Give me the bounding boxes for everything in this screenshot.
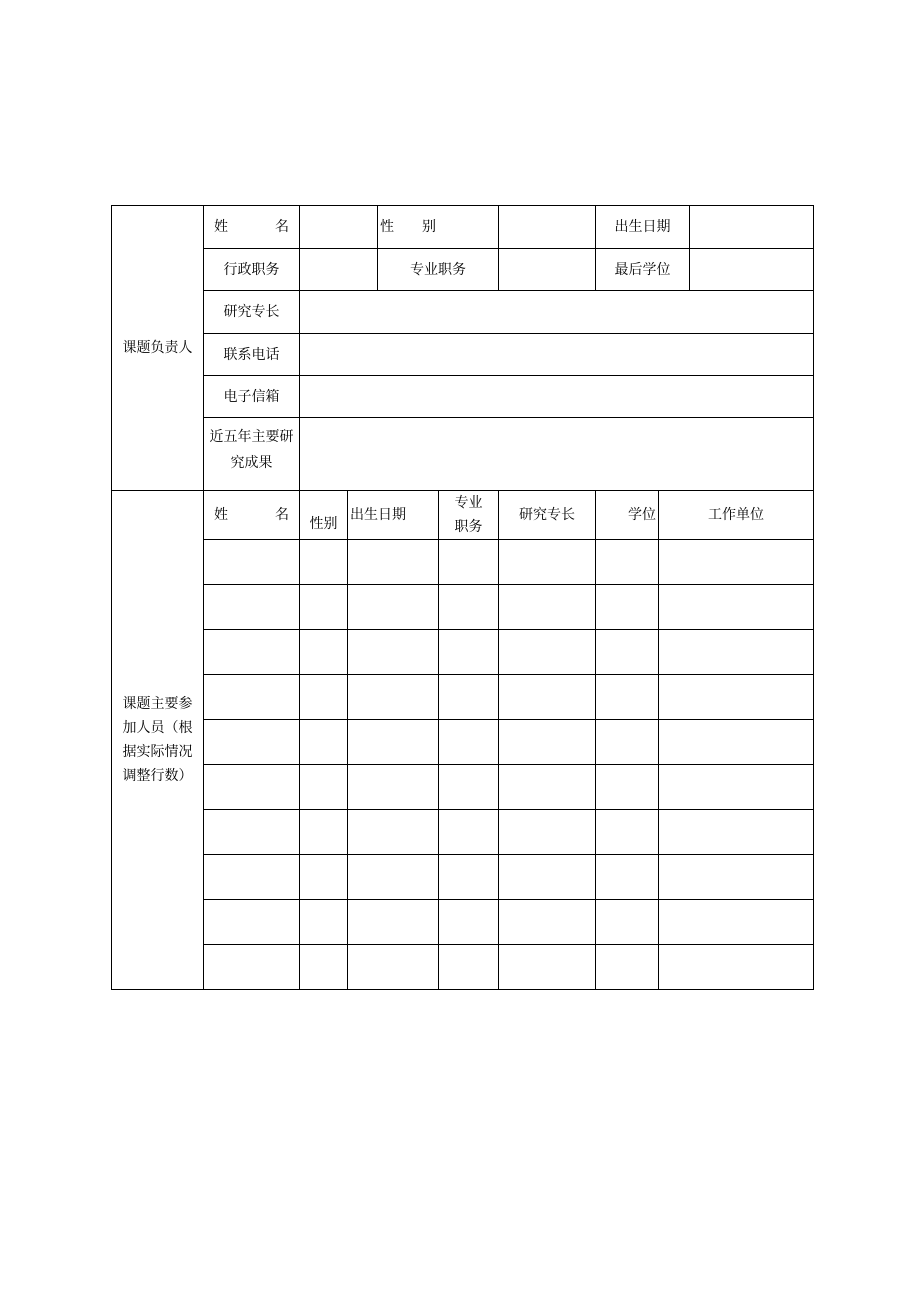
member-gender-cell[interactable] xyxy=(300,900,348,945)
member-degree-cell[interactable] xyxy=(596,765,659,810)
members-header-name: 姓 名 xyxy=(204,491,300,540)
member-birth-cell[interactable] xyxy=(348,765,439,810)
member-workplace-cell[interactable] xyxy=(659,945,814,990)
member-expertise-cell[interactable] xyxy=(499,540,596,585)
leader-gender-field[interactable] xyxy=(499,206,596,249)
leader-achievements-field[interactable] xyxy=(300,418,814,491)
member-degree-cell[interactable] xyxy=(596,630,659,675)
member-gender-cell[interactable] xyxy=(300,630,348,675)
member-workplace-cell[interactable] xyxy=(659,855,814,900)
member-workplace-cell[interactable] xyxy=(659,630,814,675)
member-prof-title-cell[interactable] xyxy=(439,945,499,990)
member-degree-cell[interactable] xyxy=(596,675,659,720)
members-section xyxy=(112,491,814,990)
member-name-cell[interactable] xyxy=(204,900,300,945)
member-gender-cell[interactable] xyxy=(300,765,348,810)
member-workplace-cell[interactable] xyxy=(659,720,814,765)
members-header-degree: 学位 xyxy=(596,491,659,540)
member-name-cell[interactable] xyxy=(204,630,300,675)
leader-achievements-label: 近五年主要研究成果 xyxy=(204,418,300,491)
member-gender-cell[interactable] xyxy=(300,585,348,630)
member-workplace-cell[interactable] xyxy=(659,585,814,630)
member-degree-cell[interactable] xyxy=(596,945,659,990)
leader-degree-field[interactable] xyxy=(690,249,814,291)
member-gender-cell[interactable] xyxy=(300,810,348,855)
members-header-gender: 性别 xyxy=(300,491,348,540)
member-degree-cell[interactable] xyxy=(596,720,659,765)
member-row xyxy=(112,765,814,810)
leader-expertise-label: 研究专长 xyxy=(204,291,300,334)
member-row xyxy=(112,810,814,855)
member-prof-title-cell[interactable] xyxy=(439,675,499,720)
member-name-cell[interactable] xyxy=(204,810,300,855)
leader-email-label: 电子信箱 xyxy=(204,376,300,418)
member-birth-cell[interactable] xyxy=(348,720,439,765)
member-degree-cell[interactable] xyxy=(596,540,659,585)
member-row xyxy=(112,720,814,765)
member-degree-cell[interactable] xyxy=(596,855,659,900)
member-name-cell[interactable] xyxy=(204,855,300,900)
member-expertise-cell[interactable] xyxy=(499,900,596,945)
member-prof-title-cell[interactable] xyxy=(439,810,499,855)
member-row xyxy=(112,945,814,990)
member-name-cell[interactable] xyxy=(204,720,300,765)
member-degree-cell[interactable] xyxy=(596,810,659,855)
member-birth-cell[interactable] xyxy=(348,855,439,900)
member-row xyxy=(112,675,814,720)
leader-phone-label: 联系电话 xyxy=(204,334,300,376)
member-expertise-cell[interactable] xyxy=(499,675,596,720)
member-expertise-cell[interactable] xyxy=(499,765,596,810)
member-expertise-cell[interactable] xyxy=(499,720,596,765)
member-workplace-cell[interactable] xyxy=(659,675,814,720)
member-gender-cell[interactable] xyxy=(300,855,348,900)
member-birth-cell[interactable] xyxy=(348,900,439,945)
member-expertise-cell[interactable] xyxy=(499,585,596,630)
member-expertise-cell[interactable] xyxy=(499,810,596,855)
member-workplace-cell[interactable] xyxy=(659,540,814,585)
member-row xyxy=(112,540,814,585)
member-prof-title-cell[interactable] xyxy=(439,585,499,630)
member-birth-cell[interactable] xyxy=(348,585,439,630)
member-birth-cell[interactable] xyxy=(348,675,439,720)
leader-prof-title-field[interactable] xyxy=(499,249,596,291)
leader-birth-label: 出生日期 xyxy=(596,206,690,249)
member-workplace-cell[interactable] xyxy=(659,900,814,945)
members-section-label: 课题主要参加人员（根据实际情况调整行数） xyxy=(112,491,204,990)
leader-admin-title-label: 行政职务 xyxy=(204,249,300,291)
member-row xyxy=(112,585,814,630)
leader-section-label: 课题负责人 xyxy=(112,206,204,491)
member-prof-title-cell[interactable] xyxy=(439,540,499,585)
members-header-expertise: 研究专长 xyxy=(499,491,596,540)
member-gender-cell[interactable] xyxy=(300,720,348,765)
member-prof-title-cell[interactable] xyxy=(439,900,499,945)
leader-degree-label: 最后学位 xyxy=(596,249,690,291)
members-header-workplace: 工作单位 xyxy=(659,491,814,540)
member-birth-cell[interactable] xyxy=(348,945,439,990)
leader-birth-field[interactable] xyxy=(690,206,814,249)
member-prof-title-cell[interactable] xyxy=(439,855,499,900)
member-birth-cell[interactable] xyxy=(348,810,439,855)
member-expertise-cell[interactable] xyxy=(499,945,596,990)
member-degree-cell[interactable] xyxy=(596,585,659,630)
member-name-cell[interactable] xyxy=(204,675,300,720)
members-header-prof-title: 专业职务 xyxy=(439,491,499,540)
leader-name-label: 姓 名 xyxy=(204,206,300,249)
member-birth-cell[interactable] xyxy=(348,540,439,585)
member-name-cell[interactable] xyxy=(204,765,300,810)
member-row xyxy=(112,630,814,675)
member-prof-title-cell[interactable] xyxy=(439,765,499,810)
member-gender-cell[interactable] xyxy=(300,540,348,585)
member-name-cell[interactable] xyxy=(204,945,300,990)
member-birth-cell[interactable] xyxy=(348,630,439,675)
member-row xyxy=(112,900,814,945)
leader-email-field[interactable] xyxy=(300,376,814,418)
member-expertise-cell[interactable] xyxy=(499,630,596,675)
member-name-cell[interactable] xyxy=(204,585,300,630)
leader-gender-label: 性 别 xyxy=(378,206,499,249)
application-form-table xyxy=(111,205,814,990)
member-gender-cell[interactable] xyxy=(300,945,348,990)
member-expertise-cell[interactable] xyxy=(499,855,596,900)
members-header-birth: 出生日期 xyxy=(348,491,439,540)
member-prof-title-cell[interactable] xyxy=(439,630,499,675)
leader-name-field[interactable] xyxy=(300,206,378,249)
member-degree-cell[interactable] xyxy=(596,900,659,945)
member-name-cell[interactable] xyxy=(204,540,300,585)
member-row xyxy=(112,855,814,900)
leader-admin-title-field[interactable] xyxy=(300,249,378,291)
leader-section xyxy=(112,206,814,491)
member-workplace-cell[interactable] xyxy=(659,810,814,855)
member-workplace-cell[interactable] xyxy=(659,765,814,810)
member-prof-title-cell[interactable] xyxy=(439,720,499,765)
leader-expertise-field[interactable] xyxy=(300,291,814,334)
member-gender-cell[interactable] xyxy=(300,675,348,720)
leader-prof-title-label: 专业职务 xyxy=(378,249,499,291)
leader-phone-field[interactable] xyxy=(300,334,814,376)
